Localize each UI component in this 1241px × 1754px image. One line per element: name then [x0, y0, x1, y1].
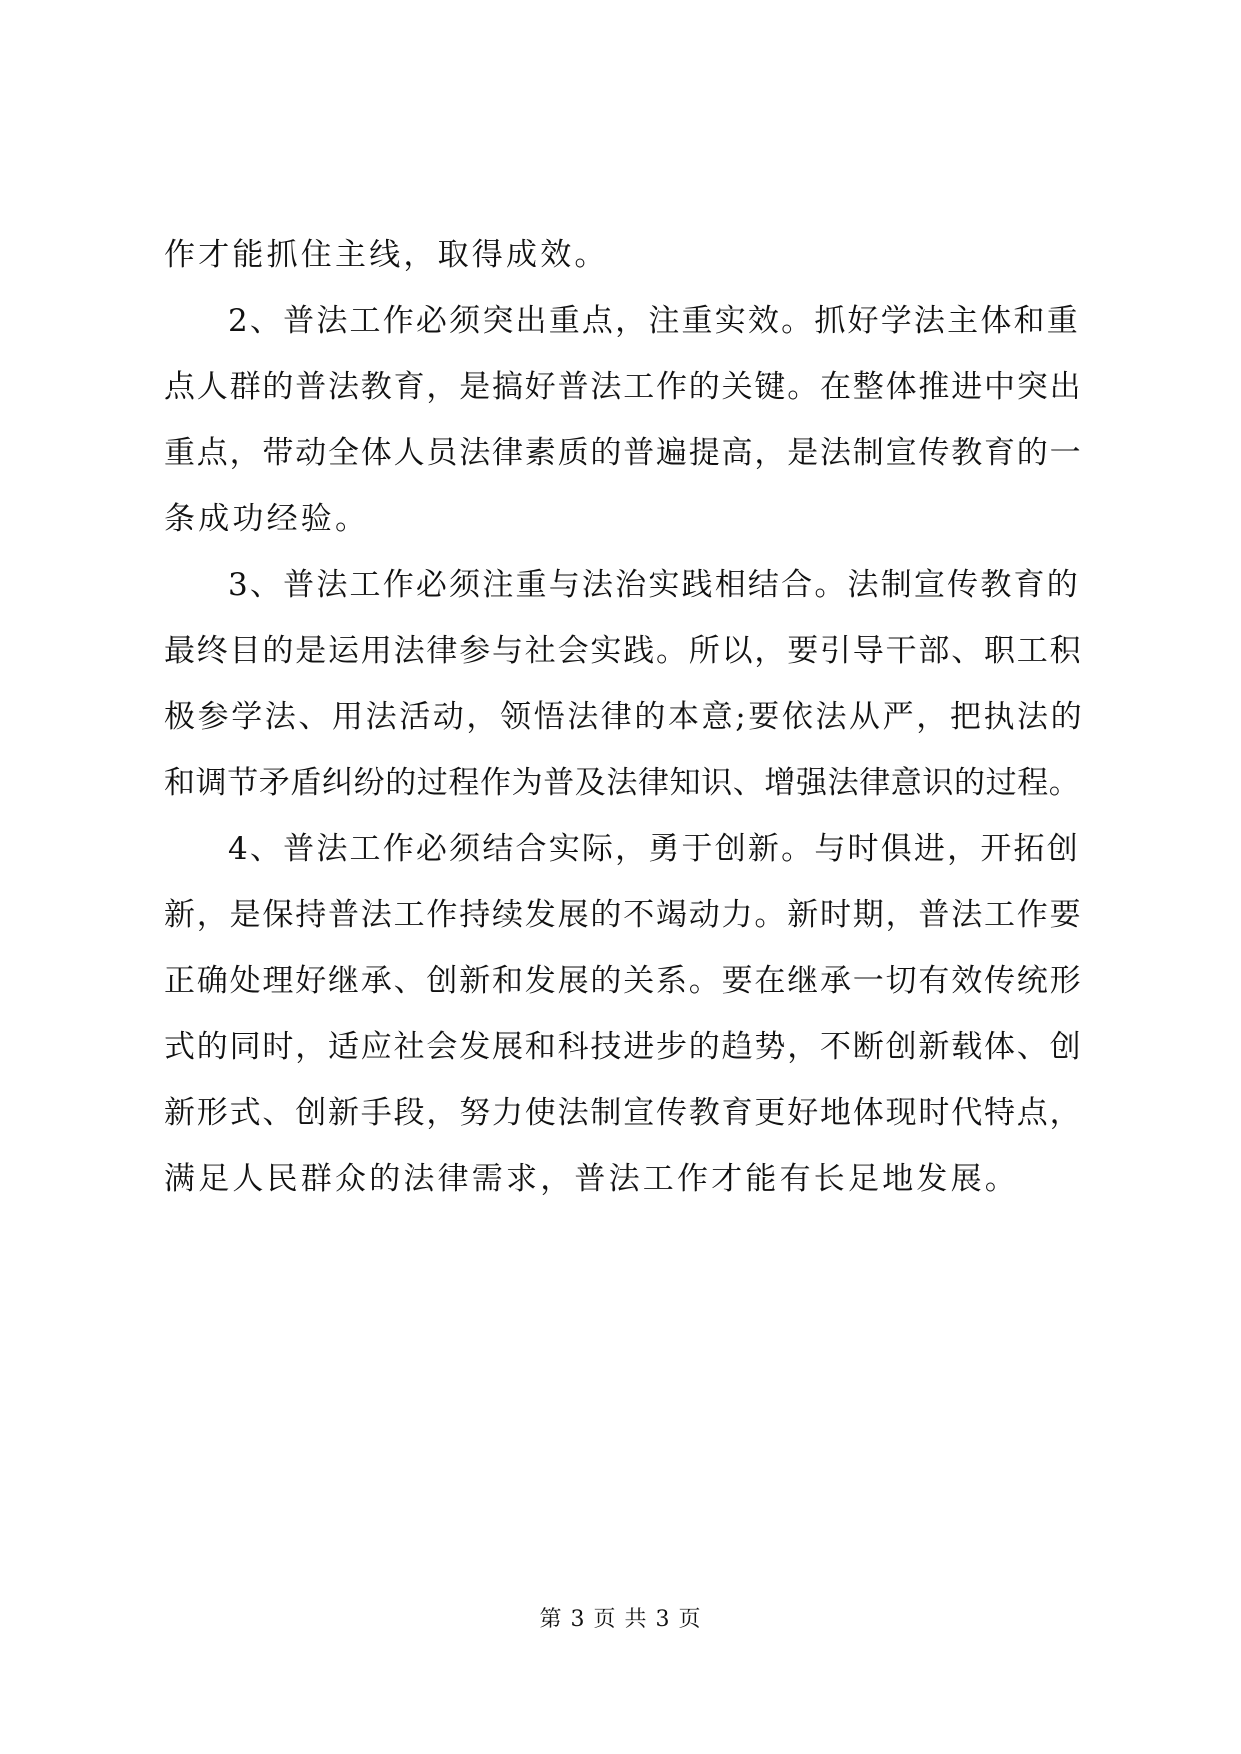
page-footer: 第 3 页 共 3 页 — [539, 1607, 702, 1632]
document-body — [164, 222, 1084, 1212]
text-line: 式的同时，适应社会发展和科技进步的趋势，不断创新载体、创 — [164, 1029, 1083, 1065]
text-line: 和调节矛盾纠纷的过程作为普及法律知识、增强法律意识的过程。 — [164, 765, 1081, 801]
text-line: 条成功经验。 — [164, 501, 370, 537]
paragraph-3-start: 3、普法工作必须注重与法治实践相结合。法制宣传教育的 — [228, 567, 1080, 603]
text-line: 新，是保持普法工作持续发展的不竭动力。新时期，普法工作要 — [164, 897, 1083, 933]
text-line: 最终目的是运用法律参与社会实践。所以，要引导干部、职工积 — [164, 633, 1083, 669]
text-line: 正确处理好继承、创新和发展的关系。要在继承一切有效传统形 — [164, 963, 1083, 999]
text-line: 极参学法、用法活动，领悟法律的本意;要依法从严，把执法的 — [164, 699, 1085, 735]
text-line: 点人群的普法教育，是搞好普法工作的关键。在整体推进中突出 — [164, 369, 1083, 405]
text-line: 作才能抓住主线，取得成效。 — [164, 237, 609, 273]
text-line: 重点，带动全体人员法律素质的普遍提高，是法制宣传教育的一 — [164, 435, 1083, 471]
text-line: 满足人民群众的法律需求，普法工作才能有长足地发展。 — [164, 1161, 1019, 1197]
paragraph-2-start: 2、普法工作必须突出重点，注重实效。抓好学法主体和重 — [228, 303, 1080, 339]
paragraph-4-start: 4、普法工作必须结合实际，勇于创新。与时俱进，开拓创 — [228, 831, 1080, 867]
text-line: 新形式、创新手段，努力使法制宣传教育更好地体现时代特点， — [164, 1095, 1083, 1131]
